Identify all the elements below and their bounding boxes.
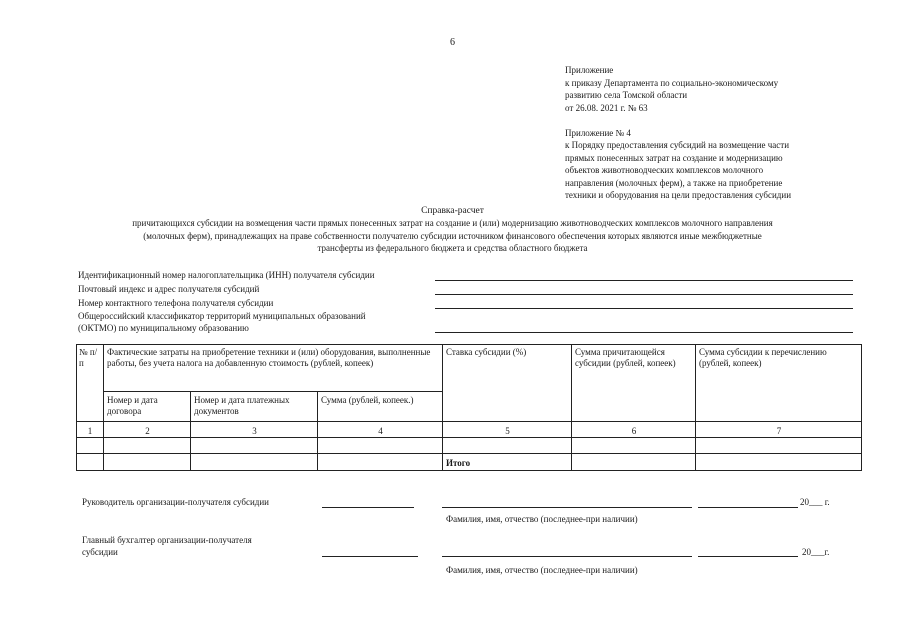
- accountant-label-line1: Главный бухгалтер организации-получателя: [82, 535, 252, 545]
- subtitle-line: трансферты из федерального бюджета и средства областного бюджета: [317, 243, 588, 253]
- column-number: 3: [252, 426, 257, 436]
- appendix-line: прямых понесенных затрат на создание и модернизацию: [565, 152, 783, 163]
- address-input-line[interactable]: [435, 294, 853, 295]
- column-number: 2: [145, 426, 150, 436]
- document-subtitle: [0, 217, 905, 255]
- phone-label: Номер контактного телефона получателя субсидии: [78, 298, 274, 308]
- accountant-label-line2: субсидии: [82, 547, 118, 557]
- column-number: 7: [776, 426, 782, 436]
- subheader-contract: Номер и дата договора: [107, 395, 158, 416]
- appendix-line: развитию села Томской области: [565, 90, 688, 100]
- appendix-line: техники и оборудования на цели предоставления субсидии: [565, 190, 792, 200]
- oktmo-input-line[interactable]: [435, 332, 853, 333]
- column-number: 6: [631, 426, 637, 436]
- appendix-spacer: [565, 114, 865, 127]
- head-signature-label: Руководитель организации-получателя субсидии: [82, 497, 269, 507]
- appendix-line: от 26.08. 2021 г. № 63: [565, 102, 648, 113]
- appendix-line: к Порядку предоставления субсидий на возмещение части: [565, 140, 790, 150]
- head-date-line[interactable]: [698, 507, 798, 508]
- accountant-fio-caption: Фамилия, имя, отчество (последнее-при наличии): [446, 565, 638, 575]
- accountant-year-suffix: 20___г.: [802, 547, 830, 557]
- head-year-suffix: 20___ г.: [800, 497, 830, 507]
- document-title: Справка-расчет: [421, 206, 484, 216]
- subtitle-line: (молочных ферм), принадлежащих на праве собственности получателю субсидии источником финансового обеспечения которых являются иные межбюджетные: [143, 230, 762, 241]
- appendix-block: [565, 64, 865, 202]
- appendix-line: направления (молочных ферм), а также на приобретение: [565, 177, 783, 188]
- header-actual-costs: Фактические затраты на приобретение техники и (или) оборудования, выполненные работы, без учета налога на добавленную стоимость (рублей, копеек): [107, 347, 431, 368]
- accountant-fio-line[interactable]: [442, 556, 692, 557]
- oktmo-label-line2: (ОКТМО) по муниципальному образованию: [78, 323, 249, 333]
- appendix-line: Приложение: [565, 65, 614, 75]
- address-label: Почтовый индекс и адрес получателя субсидий: [78, 284, 260, 294]
- subsidy-table: [76, 344, 862, 471]
- header-transfer-subsidy: Сумма субсидии к перечислению (рублей, копеек): [699, 347, 827, 368]
- head-fio-line[interactable]: [442, 507, 692, 508]
- total-label: Итого: [446, 458, 471, 468]
- oktmo-label-line1: Общероссийский классификатор территорий муниципальных образований: [78, 311, 366, 321]
- column-number: 5: [505, 426, 510, 436]
- head-fio-caption: Фамилия, имя, отчество (последнее-при наличии): [446, 514, 638, 524]
- header-subsidy-rate: Ставка субсидии (%): [446, 347, 527, 357]
- accountant-date-line[interactable]: [698, 556, 798, 557]
- appendix-line: Приложение № 4: [565, 127, 631, 138]
- subheader-payment-docs: Номер и дата платежных документов: [194, 395, 290, 416]
- page-number: 6: [450, 37, 455, 48]
- column-number: 1: [87, 426, 93, 436]
- appendix-line: к приказу Департамента по социально-экономическому: [565, 77, 779, 88]
- inn-label: Идентификационный номер налогоплательщика (ИНН) получателя субсидии: [78, 270, 375, 280]
- header-number: № п/п: [79, 347, 98, 368]
- appendix-line: объектов животноводческих комплексов молочного: [565, 165, 764, 175]
- subtitle-line: причитающихся субсидии на возмещения части прямых понесенных затрат на создание и (или) модернизацию животноводческих комплексов молочного направления: [132, 218, 773, 228]
- accountant-signature-line[interactable]: [322, 556, 418, 557]
- head-signature-line[interactable]: [322, 507, 414, 508]
- header-due-subsidy: Сумма причитающейся субсидии (рублей, копеек): [575, 347, 676, 368]
- inn-input-line[interactable]: [435, 280, 853, 281]
- column-number: 4: [378, 426, 383, 436]
- subheader-sum: Сумма (рублей, копеек.): [321, 395, 414, 405]
- phone-input-line[interactable]: [435, 308, 853, 309]
